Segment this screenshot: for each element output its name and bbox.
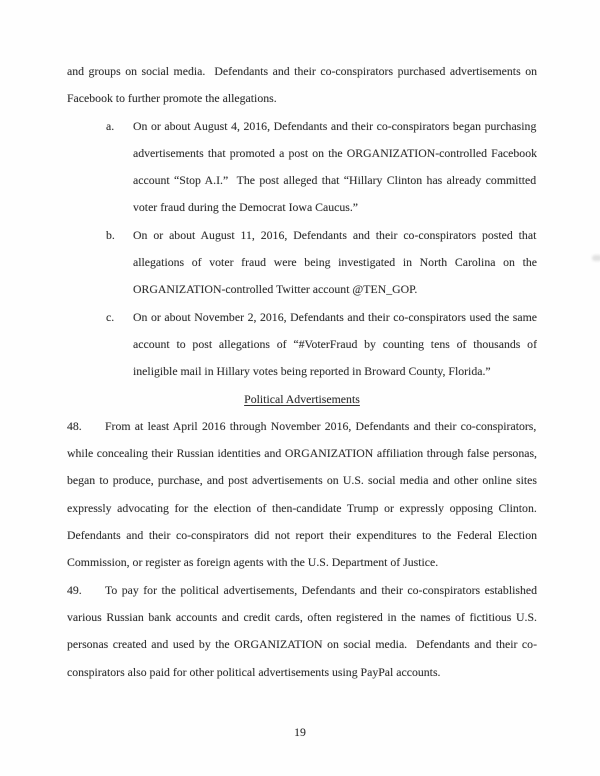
text-line: while concealing their Russian identities and ORGANIZATION affiliation through false personas, [67, 446, 537, 461]
section-heading [67, 386, 537, 413]
list-item-label: b. [106, 227, 115, 242]
text-line: began to produce, purchase, and post advertisements on U.S. social media and other online sites [67, 473, 537, 488]
text-line: and groups on social media. Defendants and their co-conspirators purchased advertisements on [67, 64, 537, 78]
scan-artifact [592, 255, 600, 261]
list-item-label: c. [106, 309, 115, 324]
text-line: account to post allegations of “#VoterFraud by counting tens of thousands of [133, 336, 537, 351]
text-line: On or about August 11, 2016, Defendants and their co-conspirators posted that [133, 227, 537, 242]
section-heading-text: Political Advertisements [244, 391, 360, 406]
paragraph-number: 49. [67, 582, 82, 597]
text-line: To pay for the political advertisements, Defendants and their co-conspirators established [105, 582, 537, 597]
text-line: expressly advocating for the election of then-candidate Trump or expressly opposing Clinton. [67, 500, 537, 515]
list-item [67, 113, 537, 222]
list-item [67, 222, 537, 304]
text-line: Defendants and their co-conspirators did not report their expenditures to the Federal Election [67, 528, 537, 543]
text-line: Commission, or register as foreign agents with the U.S. Department of Justice. [67, 555, 439, 570]
text-line: ineligible mail in Hillary votes being reported in Broward County, Florida.” [133, 364, 491, 379]
text-line: ORGANIZATION-controlled Twitter account @TEN_GOP. [133, 282, 418, 297]
text-line: allegations of voter fraud were being investigated in North Carolina on the [133, 255, 537, 270]
text-line: personas created and used by the ORGANIZATION on social media. Defendants and their co- [67, 637, 537, 652]
text-line: On or about November 2, 2016, Defendants and their co-conspirators used the same [133, 309, 537, 324]
text-line: voter fraud during the Democrat Iowa Caucus.” [133, 200, 359, 215]
text-line: account “Stop A.I.” The post alleged that “Hillary Clinton has already committed [133, 173, 537, 188]
list-item [67, 304, 537, 386]
page-number: 19 [294, 725, 306, 739]
text-line: From at least April 2016 through November 2016, Defendants and their co-conspirators, [105, 418, 537, 433]
text-line: conspirators also paid for other political advertisements using PayPal accounts. [67, 664, 441, 679]
document-body [67, 58, 537, 686]
list-item-label: a. [106, 118, 115, 133]
text-line: advertisements that promoted a post on the ORGANIZATION-controlled Facebook [133, 145, 537, 160]
paragraph-number: 48. [67, 418, 82, 433]
numbered-paragraph-first-line [67, 413, 537, 440]
text-line: Facebook to further promote the allegations. [67, 91, 277, 106]
numbered-paragraph-first-line [67, 577, 537, 604]
text-line: various Russian bank accounts and credit cards, often registered in the names of fictitious U.S. [67, 609, 537, 624]
text-line: On or about August 4, 2016, Defendants and their co-conspirators began purchasing [133, 118, 537, 133]
